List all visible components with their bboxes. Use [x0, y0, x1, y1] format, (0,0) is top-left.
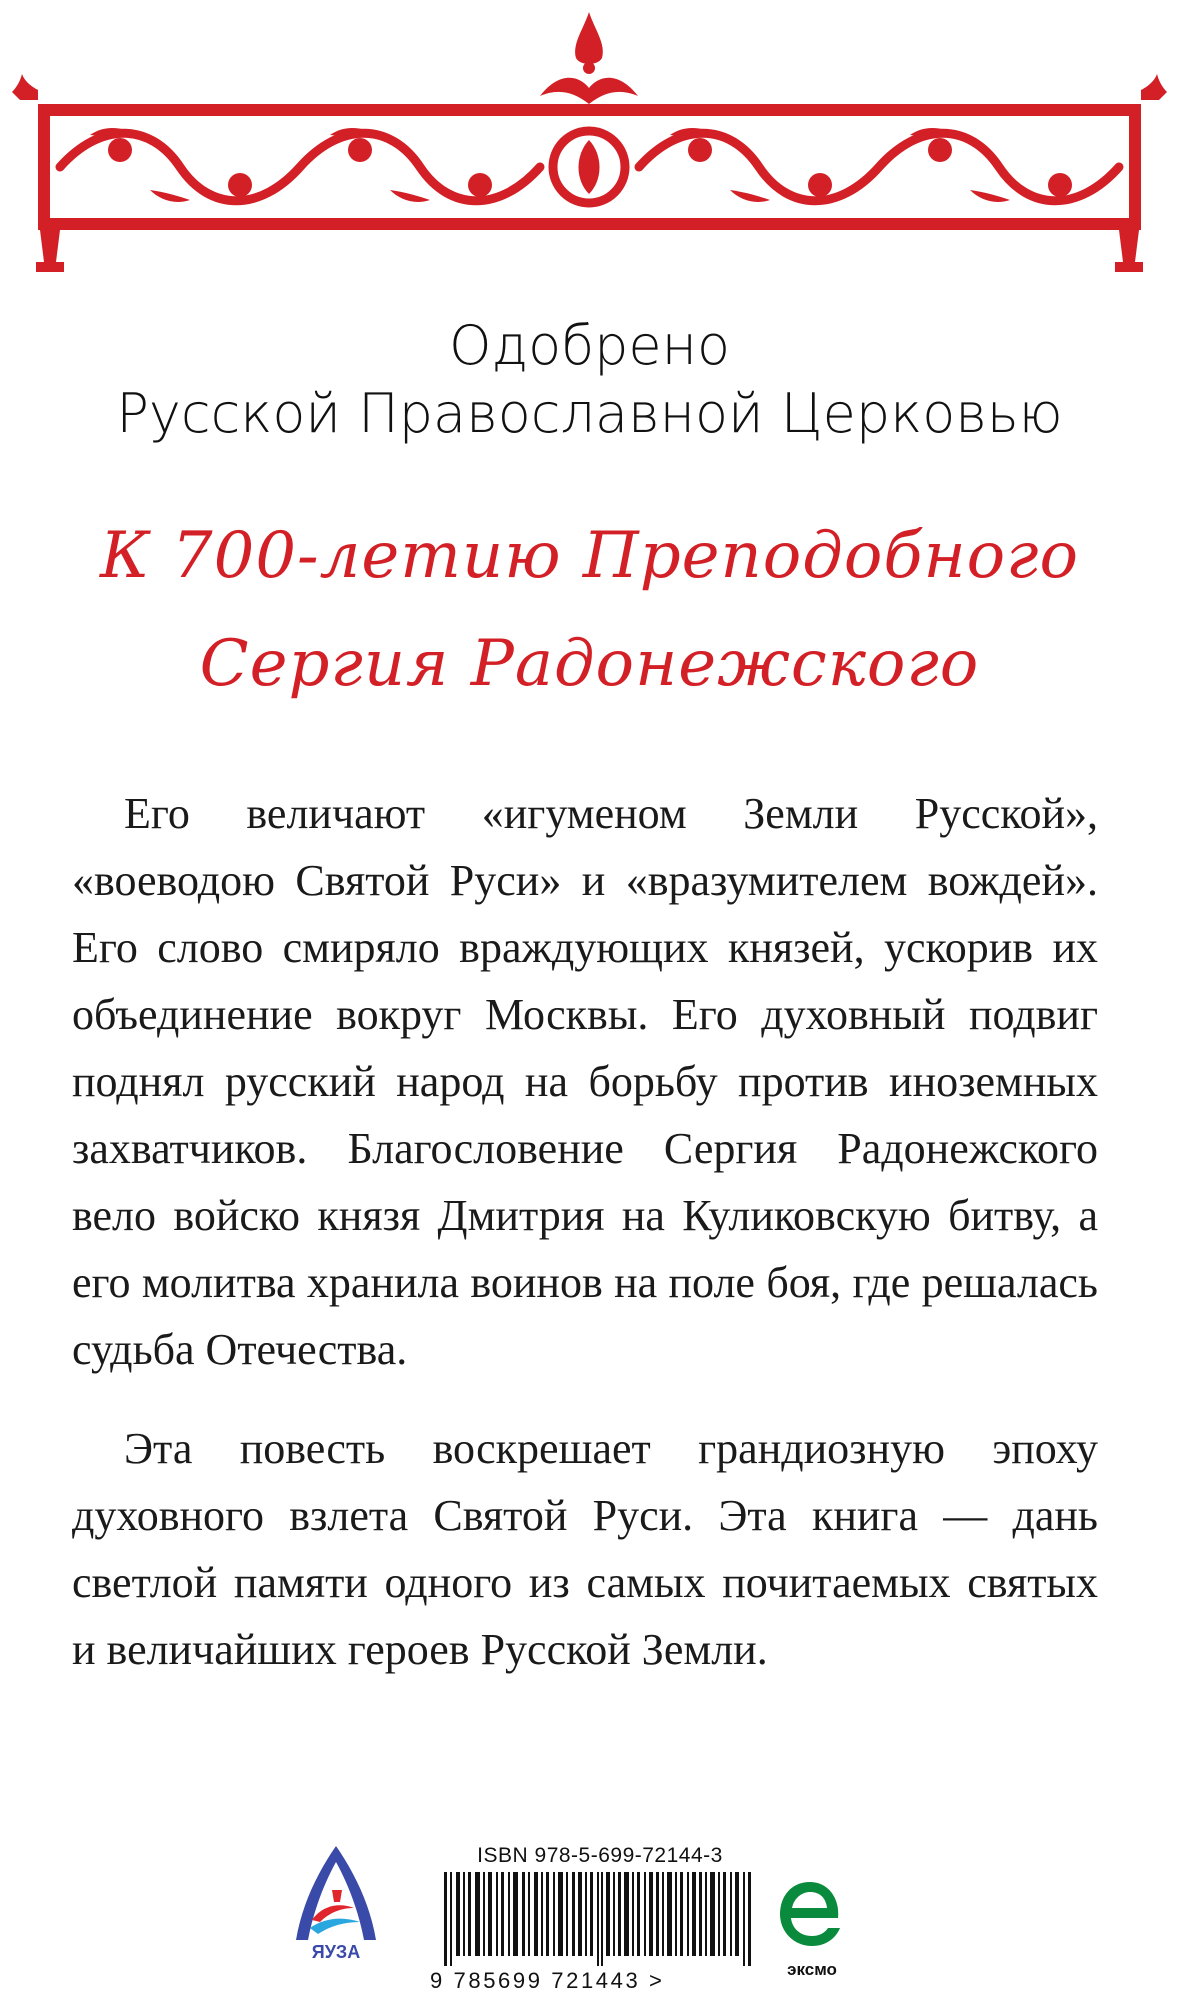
- eksmo-logo-icon: [776, 1878, 844, 1950]
- approval-line-2: Русской Православной Церковью: [116, 382, 1063, 445]
- annotation-text: [72, 780, 1098, 1683]
- yauza-logo-text: ЯУЗА: [311, 1942, 361, 1962]
- approval-statement: [0, 312, 1179, 448]
- book-tagline-title: [0, 502, 1179, 718]
- yauza-logo-icon: [288, 1842, 384, 1964]
- annotation-paragraph-2: Эта повесть воскрешает грандиозную эпоху духовного взлета Святой Руси. Эта книга — дань светлой памяти одного из самых почитаемых святых и величайших героев Русской Земли.: [72, 1424, 1098, 1674]
- isbn-number: ISBN 978-5-699-72144-3: [477, 1844, 723, 1867]
- barcode-digits: 9 785699 721443 >: [430, 1968, 665, 1993]
- barcode: [442, 1872, 758, 1966]
- title-line-1: К 700-летию Преподобного: [100, 519, 1079, 593]
- title-line-2: Сергия Радонежского: [199, 627, 980, 701]
- approval-line-1: Одобрено: [449, 314, 730, 377]
- eksmo-logo-text: эксмо: [787, 1960, 837, 1979]
- annotation-paragraph-1: Его величают «игуменом Земли Русской», «воеводою Святой Руси» и «вразумителем вождей». Его слово смиряло враждующих князей, ускорив их объединение вокруг Москвы. Его духовный подвиг поднял русский народ на борьбу против иноземных захватчиков. Благословение Сергия Радонежского вело войско князя Дмитрия на Куликовскую битву, а его молитва хранила воинов на поле боя, где решалась судьба Отечества.: [72, 789, 1098, 1374]
- ornament-banner: [0, 0, 1179, 330]
